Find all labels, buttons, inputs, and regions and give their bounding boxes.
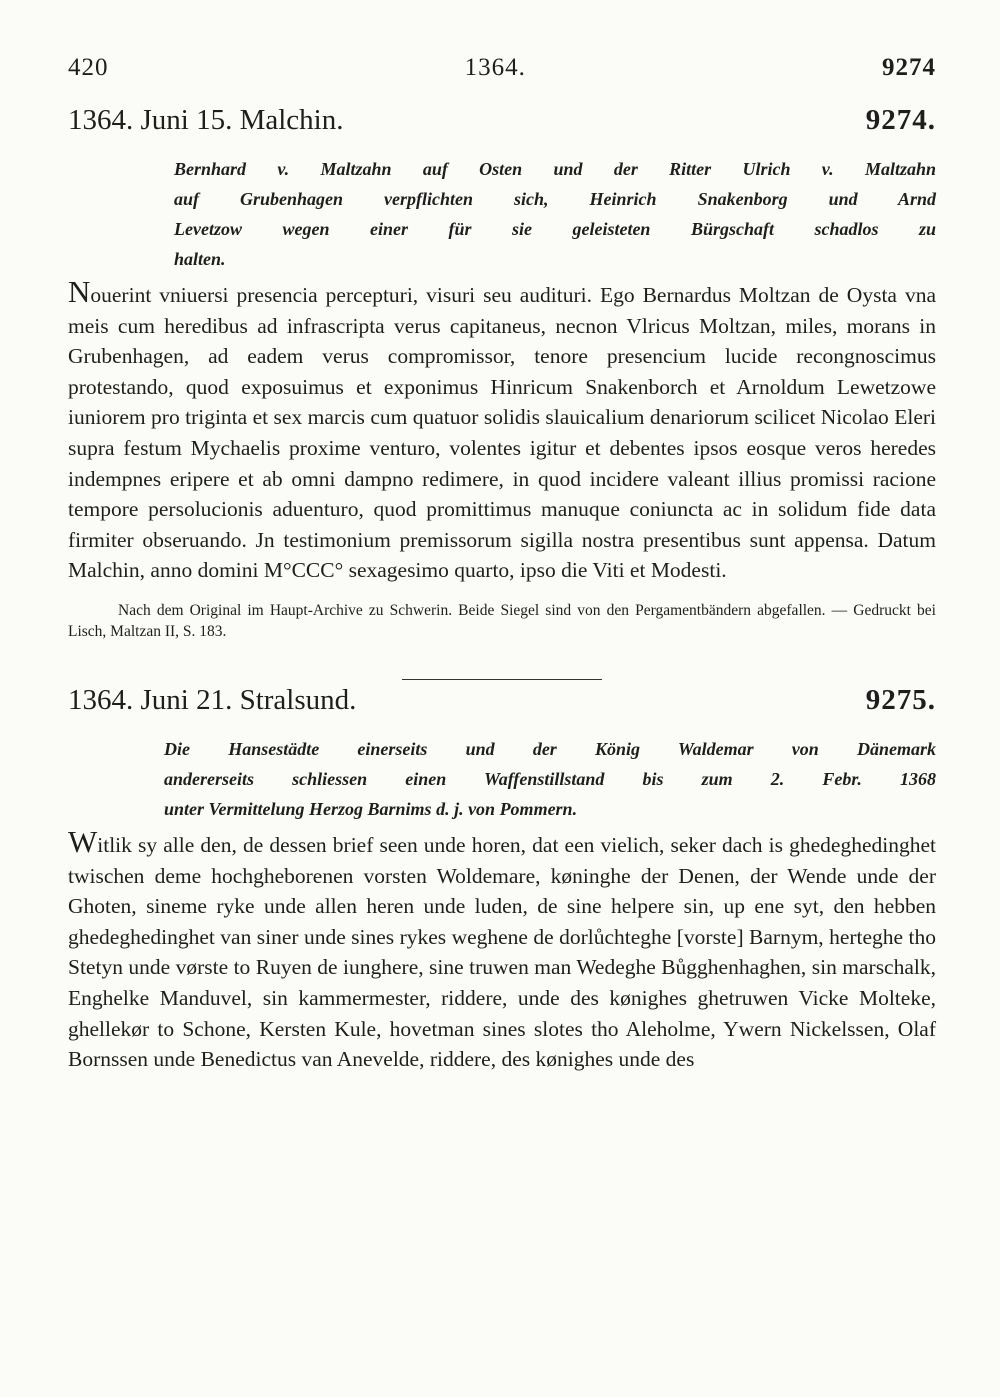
page-number: 420	[68, 54, 109, 81]
running-head-doc-number: 9274	[882, 54, 936, 81]
entry-number: 9275.	[865, 683, 936, 716]
summary-line: halten.	[174, 249, 226, 269]
entry-summary	[174, 154, 936, 274]
running-head-year: 1364.	[464, 54, 526, 81]
entry-heading	[68, 684, 936, 728]
charter-text-body: ouerint vniuersi presencia percepturi, visuri seu audituri. Ego Bernardus Moltzan de Oysta vna meis cum heredibus ad infrascripta verus capitaneus, necnon Vlricus Moltzan, miles, morans in Grubenhagen, ad eadem verus compromissor, tenore presencium lucide recongnoscimus protestando, quod exposuimus et exponimus Hinricum Snakenborch et Arnoldum Lewetzowe iuniorem pro triginta et sex marcis cum quatuor solidis slauicalium denariorum scilicet Nicolao Eleri supra festum Mychaelis proxime venturo, volentes igitur et debentes ipsos eosque veros heredes indempnes eripere et ab omni dampno redimere, in quod incidere valeant illius promissi racione tempore persolucionis aduenturo, quod promittimus manuque coniuncta ac in solidum fide data firmiter obseruando. Jn testimonium premissorum sigilla nostra presentibus sunt appensa. Datum Malchin, anno domini M°CCC° sexagesimo quarto, ipso die Viti et Modesti.	[68, 283, 936, 583]
running-head	[68, 54, 936, 88]
charter-text	[68, 274, 936, 586]
entry-heading	[68, 104, 936, 148]
section-divider	[402, 679, 602, 680]
charter-text-body: itlik sy alle den, de dessen brief seen unde horen, dat een vielich, seker dach is ghedeghedinghet twischen deme hochgheborenen vorsten Woldemare, køninghe der Denen, der Wende unde der Ghoten, sineme ryke unde allen heren unde luden, de sine helpere sin, up ene syt, den hebben ghedeghedinghet van siner unde sines rykes weghene de dorlůchteghe [vorste] Barnym, herteghe tho Stetyn unde vørste to Ruyen de iunghere, sine truwen man Wedeghe Bůgghenhaghen, sin marschalk, Enghelke Manduvel, sin kammermester, riddere, unde des kønighes ghetruwen Vicke Molteke, ghellekør to Schone, Kersten Kule, hovetman sines slotes tho Aleholme, Ywern Nickelssen, Olaf Bornssen unde Benedictus van Anevelde, riddere, des kønighes unde des	[68, 832, 936, 1072]
summary-line: Bernhard v. Maltzahn auf Osten und der Ritter Ulrich v. Maltzahn	[174, 159, 936, 179]
summary-line: auf Grubenhagen verpflichten sich, Heinrich Snakenborg und Arnd	[174, 189, 936, 209]
entry-date: 1364. Juni 15. Malchin.	[68, 104, 344, 136]
entry-summary	[164, 734, 936, 824]
summary-line: unter Vermittelung Herzog Barnims d. j. von Pommern.	[164, 798, 578, 819]
summary-line: Levetzow wegen einer für sie geleisteten Bürgschaft schadlos zu	[174, 219, 936, 239]
entry-date: 1364. Juni 21. Stralsund.	[68, 683, 357, 716]
charter-entry	[68, 684, 936, 1075]
document-page	[68, 54, 936, 1075]
initial-letter: N	[68, 274, 91, 309]
source-note: Nach dem Original im Haupt-Archive zu Schwerin. Beide Siegel sind von den Pergamentbändern abgefallen. — Gedruckt bei Lisch, Maltzan II, S. 183.	[68, 601, 936, 640]
charter-text	[68, 823, 936, 1075]
entry-number: 9274.	[865, 104, 936, 136]
charter-entry	[68, 104, 936, 642]
summary-line: Die Hansestädte einerseits und der König Waldemar von Dänemark	[164, 738, 936, 759]
initial-letter: W	[68, 823, 98, 859]
summary-line: andererseits schliessen einen Waffenstillstand bis zum 2. Febr. 1368	[164, 768, 936, 789]
